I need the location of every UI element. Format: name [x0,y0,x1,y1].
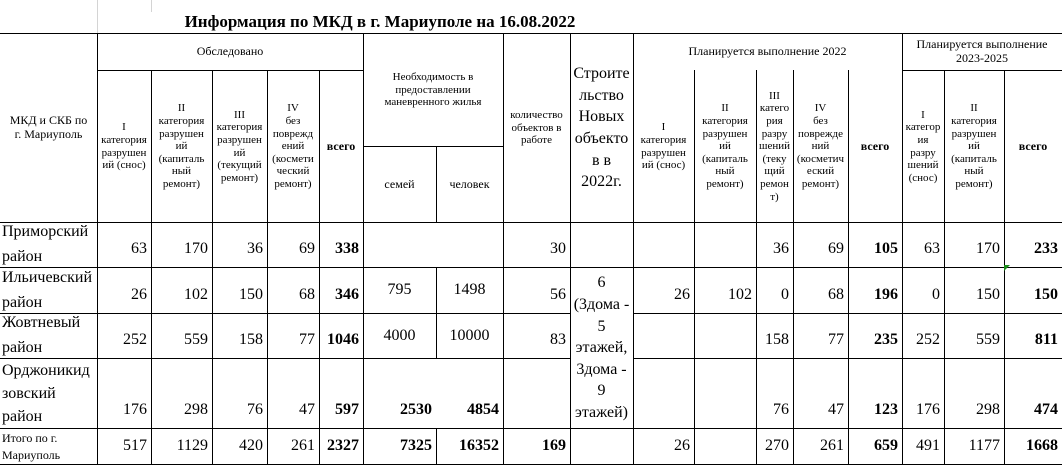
cell-zhovtnevy-s1: 252 [123,331,147,348]
cell-zhovtnevy-s4: 77 [299,331,315,348]
cell-total-f1: 491 [916,437,940,454]
cell-total-p3: 270 [765,437,789,454]
cell-zhovtnevy-stotal: 1046 [327,331,359,348]
header-surveyed-cat1: I категория разрушен ий (снос) [101,121,147,172]
cell-ordzhonikidzevsky-s2: 298 [184,401,208,418]
cell-primorsky-s1: 63 [131,240,147,257]
families-zhovtnevy: 4000 [383,326,416,344]
people-zhovtnevy: 10000 [449,326,490,344]
cell-zhovtnevy-f2: 559 [976,331,1000,348]
cell-ilyichevsky-p4: 68 [828,286,844,303]
row-label-total: Итого по г. Мариуполь [2,431,61,462]
cell-total-people: 16352 [459,437,499,454]
cell-ordzhonikidzevsky-ptotal: 123 [874,401,898,418]
cell-ordzhonikidzevsky-s4: 47 [299,401,315,418]
cell-zhovtnevy-f1: 252 [916,331,940,348]
cell-ordzhonikidzevsky-families: 2530 [400,401,432,418]
cell-ilyichevsky-f2: 150 [976,286,1000,303]
cell-ilyichevsky-s3: 150 [239,286,263,303]
cell-ilyichevsky-ftotal: 150 [1034,286,1058,303]
header-families: семей [384,176,415,191]
cell-zhovtnevy-p3: 158 [765,331,789,348]
header-plan25-cat1: I категор ия разру шений (снос) [905,108,941,184]
construction-value [570,268,633,428]
row-label-ilyichevsky: Ильичевский район [2,268,93,311]
header-district: МКД и СКБ по г. Мариуполь [9,113,88,141]
cell-primorsky-stotal: 338 [335,240,359,257]
header-plan-2023-2025: Планируется выполнение 2023-2025 [916,37,1048,65]
cell-total-ptotal: 659 [874,437,898,454]
cell-zhovtnevy-ftotal: 811 [1034,331,1058,348]
cell-total-s1: 517 [123,437,147,454]
cell-total-ftotal: 1668 [1026,437,1058,454]
cell-ordzhonikidzevsky-s1: 176 [123,401,147,418]
cell-zhovtnevy-ptotal: 235 [874,331,898,348]
cell-ilyichevsky-p1: 26 [674,286,690,303]
cell-total-inwork: 169 [542,437,566,454]
header-need-housing: Необходимость в предоставлении маневренного жилья [384,71,482,109]
cell-ilyichevsky-s2: 102 [184,286,208,303]
cell-total-p1: 26 [674,437,690,454]
sheet-title: Информация по МКД в г. Мариуполе на 16.08.2022 [184,12,576,31]
cell-ilyichevsky-f1: 0 [932,286,940,303]
header-plan22-cat3: III катего рия разру шений (теку щий ремон т) [758,89,790,203]
cell-ordzhonikidzevsky-p3: 76 [773,401,789,418]
header-surveyed-cat2: II категория разрушен ий (капиталь ный ремонт) [158,102,205,191]
header-construction: Строите льство Новых объекто в в 2022г. [573,65,630,191]
cell-total-f2: 1177 [968,437,1000,454]
cell-zhovtnevy-p4: 77 [828,331,844,348]
cell-total-s3: 420 [239,437,263,454]
cell-zhovtnevy-s2: 559 [184,331,208,348]
header-plan22-cat4: IV без поврежде ний (косметич еский ремонт) [796,102,845,191]
cell-ilyichevsky-ptotal: 196 [874,286,898,303]
cell-total-p4: 261 [820,437,844,454]
header-surveyed-total: всего [326,138,356,153]
cell-ordzhonikidzevsky-stotal: 597 [335,401,359,418]
header-plan25-total: всего [1018,138,1048,153]
header-plan25-cat2: II категория разрушен ий (капиталь ный ремонт) [951,102,997,191]
cell-ilyichevsky-s1: 26 [131,286,147,303]
cell-total-s4: 261 [291,437,315,454]
header-plan22-total: всего [860,138,890,153]
cell-ordzhonikidzevsky-p4: 47 [828,401,844,418]
header-in-work: количество объектов в работе [510,109,563,147]
cell-primorsky-p3: 36 [773,240,789,257]
cell-primorsky-s3: 36 [247,240,263,257]
cell-primorsky-p4: 69 [828,240,844,257]
row-label-zhovtnevy: Жовтневый район [2,314,81,356]
row-label-ordzhonikidzevsky: Орджоникид зовский район [2,361,90,426]
cell-primorsky-ptotal: 105 [874,240,898,257]
cell-ordzhonikidzevsky-s3: 76 [247,401,263,418]
cell-primorsky-f2: 170 [976,240,1000,257]
header-plan-2022: Планируется выполнение 2022 [688,44,847,59]
construction-text: 6 (3дома - 5 этажей, 3дома - 9 этажей) [573,274,630,421]
cell-total-s2: 1129 [176,437,208,454]
comment-marker [1004,265,1010,271]
cell-ilyichevsky-p3: 0 [781,286,789,303]
families-ilyichevsky: 795 [387,281,412,299]
cell-ilyichevsky-inwork: 56 [550,286,566,303]
header-people: человек [449,176,490,191]
header-plan22-cat1: I категория разрушен ий (снос) [640,121,687,172]
header-surveyed-cat4: IV без поврежд ений (космети ческий ремонт) [272,102,314,191]
cell-zhovtnevy-inwork: 83 [550,331,566,348]
cell-ilyichevsky-s4: 68 [299,286,315,303]
cell-primorsky-ftotal: 233 [1034,240,1058,257]
header-plan22-cat2: II категория разрушен ий (капиталь ный ремонт) [702,102,748,191]
header-surveyed: Обследовано [196,44,264,59]
people-ilyichevsky: 1498 [453,281,486,299]
row-label-primorsky: Приморский район [2,223,89,265]
cell-ilyichevsky-p2: 102 [728,286,752,303]
cell-ordzhonikidzevsky-people: 4854 [467,401,499,418]
cell-ordzhonikidzevsky-f1: 176 [916,401,940,418]
cell-primorsky-inwork: 30 [550,240,566,257]
cell-total-stotal: 2327 [327,437,359,454]
cell-primorsky-f1: 63 [924,240,940,257]
cell-total-families: 7325 [400,437,432,454]
cell-primorsky-s2: 170 [184,240,208,257]
cell-zhovtnevy-s3: 158 [239,331,263,348]
cell-primorsky-s4: 69 [299,240,315,257]
header-surveyed-cat3: III категория разрушен ий (текущий ремонт) [216,108,263,184]
cell-ilyichevsky-stotal: 346 [335,286,359,303]
cell-ordzhonikidzevsky-f2: 298 [976,401,1000,418]
cell-ordzhonikidzevsky-ftotal: 474 [1034,401,1058,418]
